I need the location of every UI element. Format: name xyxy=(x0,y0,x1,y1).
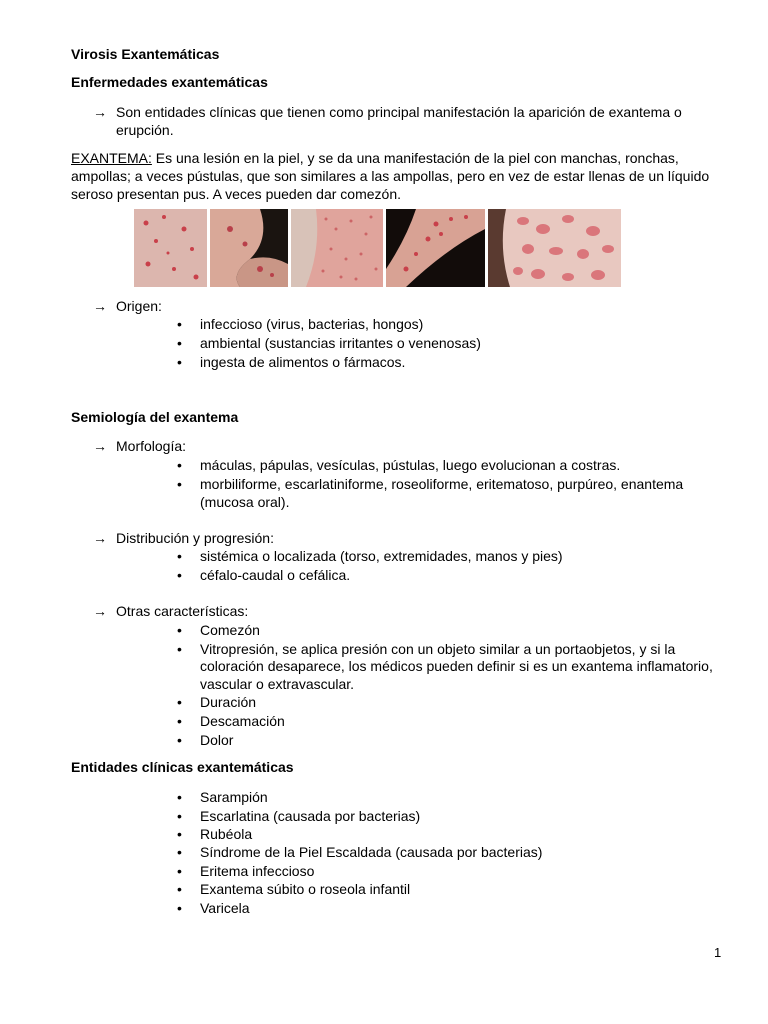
bullet-icon: • xyxy=(177,476,182,492)
origin-label: Origen: xyxy=(116,298,162,314)
exantema-text-1: Es una lesión en la piel, y se da una manifestación de la piel con manchas, ronchas, xyxy=(151,150,679,166)
morfologia-item: máculas, pápulas, vesículas, pústulas, luego evolucionan a costras. xyxy=(200,457,621,473)
bullet-icon: • xyxy=(177,641,182,657)
bullet-icon: • xyxy=(177,457,182,473)
otras-item: Descamación xyxy=(200,713,285,729)
otras-item-continued: vascular o extravascular. xyxy=(200,676,355,692)
distribucion-item: sistémica o localizada (torso, extremidades, manos y pies) xyxy=(200,548,563,564)
bullet-icon: • xyxy=(177,863,182,879)
otras-item: Dolor xyxy=(200,732,234,748)
bullet-icon: • xyxy=(177,881,182,897)
distribucion-item: céfalo-caudal o cefálica. xyxy=(200,567,351,583)
arrow-icon: → xyxy=(93,298,107,314)
otras-item: Comezón xyxy=(200,622,260,638)
bullet-icon: • xyxy=(177,316,182,332)
bullet-icon: • xyxy=(177,826,182,842)
entidad-item: Rubéola xyxy=(200,826,253,842)
morfologia-label: Morfología: xyxy=(116,438,187,454)
entidad-item: Varicela xyxy=(200,900,250,916)
arrow-icon: → xyxy=(93,104,107,120)
bullet-icon: • xyxy=(177,808,182,824)
origin-item: ingesta de alimentos o fármacos. xyxy=(200,354,406,370)
rash-photo-5 xyxy=(488,209,621,287)
arrow-icon: → xyxy=(93,603,107,619)
origin-item: ambiental (sustancias irritantes o venenosas) xyxy=(200,335,481,351)
morfologia-item: morbiliforme, escarlatiniforme, roseoliforme, eritematoso, purpúreo, enantema xyxy=(200,476,684,492)
section-heading-semiologia: Semiología del exantema xyxy=(71,409,239,425)
section-heading-enfermedades: Enfermedades exantemáticas xyxy=(71,74,268,90)
bullet-icon: • xyxy=(177,732,182,748)
exantema-paragraph-line-2: ampollas; a veces pústulas, que son similares a las ampollas, pero en vez de estar llenas de un líquido xyxy=(71,168,710,184)
entidad-item: Escarlatina (causada por bacterias) xyxy=(200,808,421,824)
arrow-icon: → xyxy=(93,438,107,454)
distribucion-label: Distribución y progresión: xyxy=(116,530,274,546)
definition-line-1: Son entidades clínicas que tienen como principal manifestación la aparición de exantema o xyxy=(116,104,682,120)
entidad-item: Sarampión xyxy=(200,789,268,805)
definition-line-2: erupción. xyxy=(116,122,174,138)
section-heading-entidades: Entidades clínicas exantemáticas xyxy=(71,759,294,775)
bullet-icon: • xyxy=(177,900,182,916)
rash-photo-4 xyxy=(386,209,485,287)
otras-item: Vitropresión, se aplica presión con un objeto similar a un portaobjetos, y si la xyxy=(200,641,676,657)
bullet-icon: • xyxy=(177,567,182,583)
bullet-icon: • xyxy=(177,548,182,564)
rash-photo-1 xyxy=(134,209,207,287)
otras-item-continued: coloración desaparece, los médicos pueden definir si es un exantema inflamatorio, xyxy=(200,658,713,674)
morfologia-item-continued: (mucosa oral). xyxy=(200,494,290,510)
bullet-icon: • xyxy=(177,622,182,638)
bullet-icon: • xyxy=(177,844,182,860)
bullet-icon: • xyxy=(177,713,182,729)
page-title: Virosis Exantemáticas xyxy=(71,46,220,62)
rash-photo-2 xyxy=(210,209,288,287)
exantema-paragraph-line-3: seroso presentan pus. A veces pueden dar comezón. xyxy=(71,186,401,202)
bullet-icon: • xyxy=(177,694,182,710)
bullet-icon: • xyxy=(177,354,182,370)
bullet-icon: • xyxy=(177,335,182,351)
origin-item: infeccioso (virus, bacterias, hongos) xyxy=(200,316,424,332)
otras-label: Otras características: xyxy=(116,603,249,619)
arrow-icon: → xyxy=(93,530,107,546)
exantema-term: EXANTEMA: xyxy=(71,150,152,166)
otras-item: Duración xyxy=(200,694,257,710)
rash-photo-3 xyxy=(291,209,383,287)
bullet-icon: • xyxy=(177,789,182,805)
entidad-item: Síndrome de la Piel Escaldada (causada por bacterias) xyxy=(200,844,543,860)
entidad-item: Exantema súbito o roseola infantil xyxy=(200,881,411,897)
entidad-item: Eritema infeccioso xyxy=(200,863,315,879)
page-number: 1 xyxy=(714,945,722,960)
exantema-paragraph-line-1 xyxy=(71,149,679,167)
